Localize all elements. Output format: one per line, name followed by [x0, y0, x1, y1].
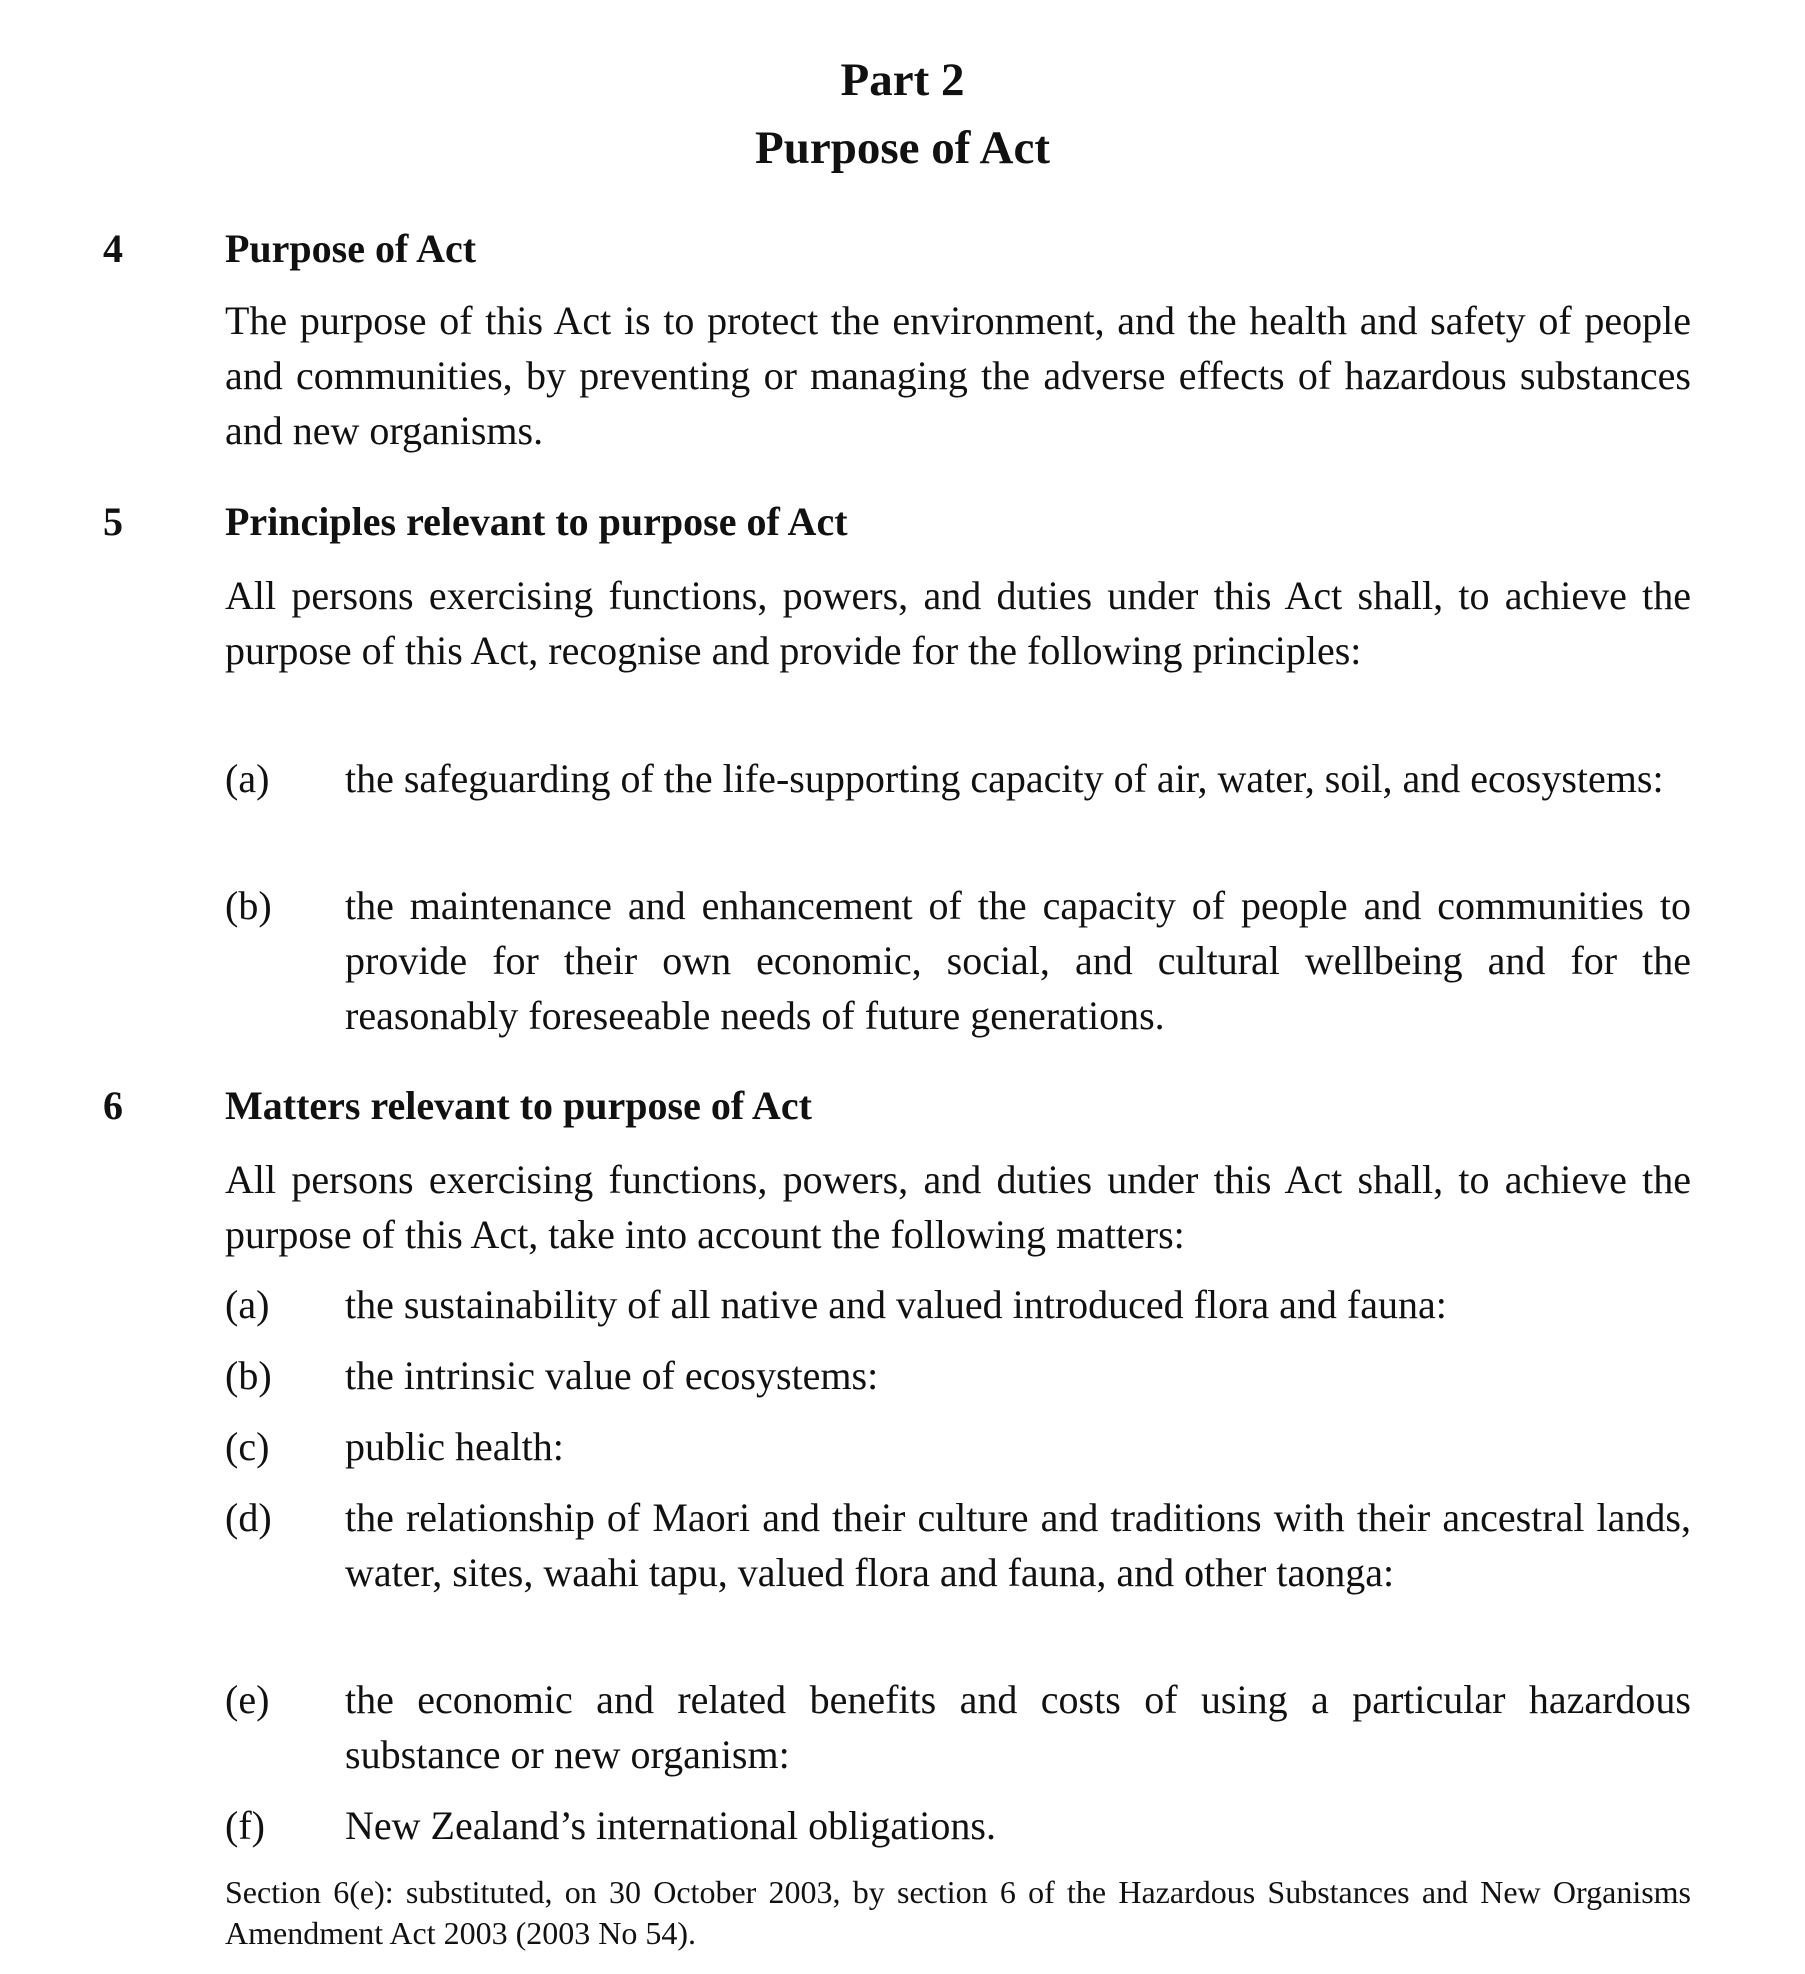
section-6-para-a-text: the sustainability of all native and valued introduced flora and fauna:	[345, 1282, 1447, 1327]
section-5-text: All persons exercising functions, powers, and duties under this Act shall, to achieve the purpose of this Act, recognise and provide for the following principles:	[225, 573, 1691, 673]
section-6-para-c-label: (c)	[225, 1424, 270, 1469]
section-5-para-b-text: the maintenance and enhancement of the capacity of people and communities to provide for their own economic, social, and cultural wellbeing and for the reasonably foreseeable needs of future generations.	[345, 883, 1691, 1038]
section-6-para-c-text: public health:	[345, 1424, 564, 1469]
part-number: Part 2	[840, 54, 965, 106]
part-title: Purpose of Act	[754, 122, 1050, 174]
section-6-title: Matters relevant to purpose of Act	[225, 1083, 812, 1128]
section-6-para-d-label: (d)	[225, 1495, 272, 1540]
section-6-para-e-label: (e)	[225, 1677, 270, 1722]
section-6-para-b-label: (b)	[225, 1353, 272, 1398]
section-4-text: The purpose of this Act is to protect the environment, and the health and safety of people and communities, by preventing or managing the adverse effects of hazardous substances and new organisms.	[225, 298, 1691, 453]
section-6-text: All persons exercising functions, powers, and duties under this Act shall, to achieve the purpose of this Act, take into account the following matters:	[225, 1157, 1691, 1257]
section-5-number: 5	[103, 499, 123, 544]
section-6-number: 6	[103, 1083, 123, 1128]
section-6-history-note: Section 6(e): substituted, on 30 October 2003, by section 6 of the Hazardous Substances and New Organisms Amendment Act 2003 (2003 No 54).	[225, 1874, 1691, 1951]
section-6-para-f-label: (f)	[225, 1803, 265, 1848]
section-4-number: 4	[103, 226, 123, 271]
section-6-para-b-text: the intrinsic value of ecosystems:	[345, 1353, 879, 1398]
section-6-para-a-label: (a)	[225, 1282, 270, 1327]
section-6-para-d-text: the relationship of Maori and their culture and traditions with their ancestral lands, water, sites, waahi tapu, valued flora and fauna, and other taonga:	[345, 1495, 1691, 1595]
section-4-title: Purpose of Act	[225, 226, 477, 271]
section-6-para-f-text: New Zealand’s international obligations.	[345, 1803, 996, 1848]
section-5-para-a-text: the safeguarding of the life-supporting capacity of air, water, soil, and ecosystems:	[345, 756, 1664, 801]
section-5-title: Principles relevant to purpose of Act	[225, 499, 848, 544]
section-5-para-b-label: (b)	[225, 883, 272, 928]
section-6-para-e-text: the economic and related benefits and costs of using a particular hazardous substance or new organism:	[345, 1677, 1691, 1777]
section-5-para-a-label: (a)	[225, 756, 270, 801]
